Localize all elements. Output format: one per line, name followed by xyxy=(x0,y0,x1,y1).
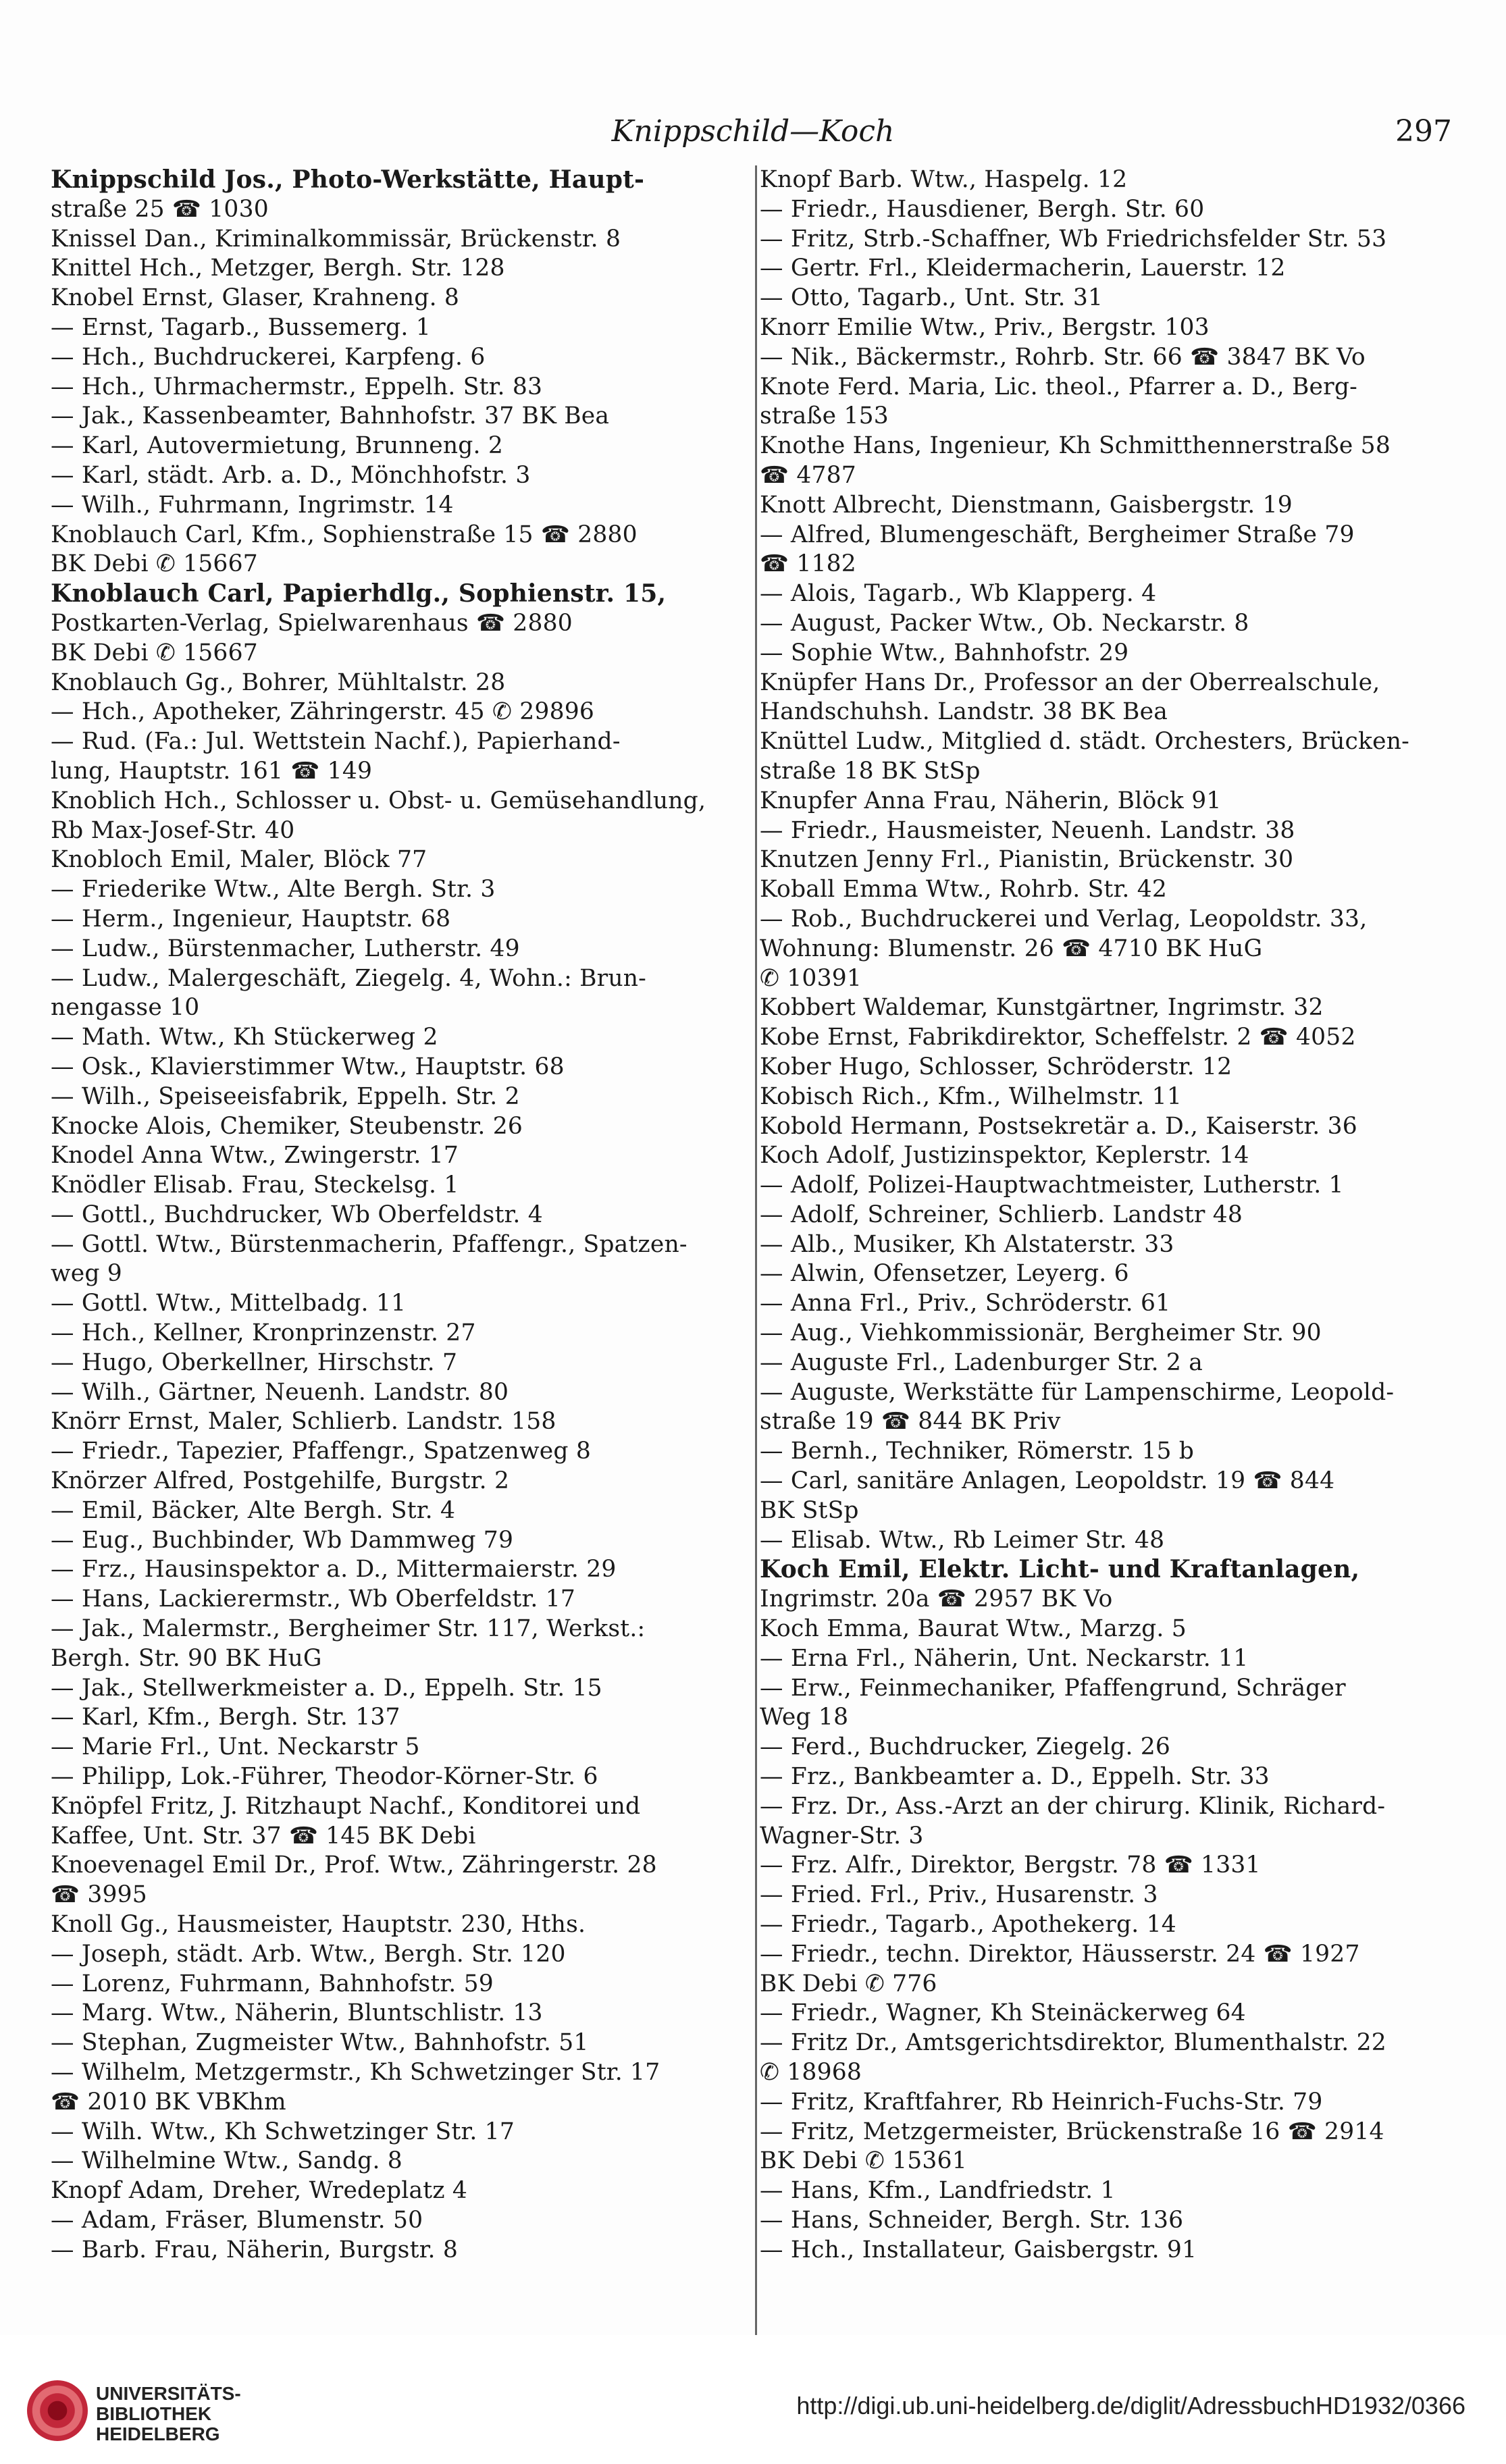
page-header xyxy=(54,108,1452,149)
directory-entry: — Fritz Dr., Amtsgerichtsdirektor, Blumenthalstr. 22 xyxy=(760,2029,1386,2057)
directory-entry: — Anna Frl., Priv., Schröderstr. 61 xyxy=(760,1290,1171,1317)
directory-entry: ✆ 18968 xyxy=(760,2059,862,2086)
directory-entry: — Gottl., Buchdrucker, Wb Oberfeldstr. 4 xyxy=(51,1201,543,1228)
directory-entry: — Friederike Wtw., Alte Bergh. Str. 3 xyxy=(51,876,496,903)
logo-line-3: HEIDELBERG xyxy=(96,2423,220,2444)
directory-entry: — Philipp, Lok.-Führer, Theodor-Körner-Str. 6 xyxy=(51,1763,598,1791)
directory-entry: — Barb. Frau, Näherin, Burgstr. 8 xyxy=(51,2236,459,2263)
directory-entry: ☎ 1182 xyxy=(760,550,856,578)
directory-entry: Knoll Gg., Hausmeister, Hauptstr. 230, Hths. xyxy=(51,1911,586,1939)
directory-entry: — Jak., Malermstr., Bergheimer Str. 117, Werkst.: xyxy=(51,1615,646,1643)
directory-entry: Kobbert Waldemar, Kunstgärtner, Ingrimstr. 32 xyxy=(760,994,1324,1022)
directory-entry: ☎ 2010 BK VBKhm xyxy=(51,2088,286,2116)
library-logo-text xyxy=(96,2384,241,2444)
directory-entry: — Rud. (Fa.: Jul. Wettstein Nachf.), Papierhand- xyxy=(51,728,621,756)
directory-entry: Knoblauch Carl, Papierhdlg., Sophienstr. 15, xyxy=(51,579,667,608)
directory-entry: — Erw., Feinmechaniker, Pfaffengrund, Schräger xyxy=(760,1674,1346,1702)
directory-entry: Kobold Hermann, Postsekretär a. D., Kaiserstr. 36 xyxy=(760,1112,1357,1140)
library-logo-icon xyxy=(27,2380,88,2441)
directory-entry: ✆ 10391 xyxy=(760,964,862,992)
directory-entry: — Auguste, Werkstätte für Lampenschirme, Leopold- xyxy=(760,1378,1395,1406)
directory-entry: Wohnung: Blumenstr. 26 ☎ 4710 BK HuG xyxy=(760,935,1263,962)
directory-entry: — August, Packer Wtw., Ob. Neckarstr. 8 xyxy=(760,609,1249,637)
directory-entry: — Friedr., Wagner, Kh Steinäckerweg 64 xyxy=(760,1999,1246,2027)
directory-entry: Knobel Ernst, Glaser, Krahneng. 8 xyxy=(51,284,460,312)
directory-entry: Knopf Adam, Dreher, Wredeplatz 4 xyxy=(51,2177,468,2205)
directory-entry: — Friedr., Tagarb., Apothekerg. 14 xyxy=(760,1911,1176,1939)
directory-entry: — Hugo, Oberkellner, Hirschstr. 7 xyxy=(51,1348,458,1376)
directory-entry: — Hch., Installateur, Gaisbergstr. 91 xyxy=(760,2236,1197,2263)
directory-entry: Knittel Hch., Metzger, Bergh. Str. 128 xyxy=(51,255,505,282)
directory-entry: — Friedr., Hausmeister, Neuenh. Landstr. 38 xyxy=(760,816,1295,844)
directory-entry: Knott Albrecht, Dienstmann, Gaisbergstr. 19 xyxy=(760,491,1293,519)
source-url[interactable]: http://digi.ub.uni-heidelberg.de/diglit/AdressbuchHD1932/0366 xyxy=(796,2392,1465,2419)
directory-entry: — Karl, städt. Arb. a. D., Mönchhofstr. 3 xyxy=(51,461,531,489)
directory-entry: — Wilh. Wtw., Kh Schwetzinger Str. 17 xyxy=(51,2118,515,2145)
directory-entry: — Wilh., Gärtner, Neuenh. Landstr. 80 xyxy=(51,1378,509,1406)
directory-entry: straße 153 xyxy=(760,402,889,430)
directory-entry: — Gertr. Frl., Kleidermacherin, Lauerstr. 12 xyxy=(760,255,1286,282)
directory-entry: Knoblauch Carl, Kfm., Sophienstraße 15 ☎ 2880 xyxy=(51,521,638,548)
directory-entry: — Hans, Kfm., Landfriedstr. 1 xyxy=(760,2177,1116,2205)
directory-entry: — Bernh., Techniker, Römerstr. 15 b xyxy=(760,1438,1195,1465)
directory-entry: — Alois, Tagarb., Wb Klapperg. 4 xyxy=(760,580,1157,608)
directory-entry: Knödler Elisab. Frau, Steckelsg. 1 xyxy=(51,1172,459,1199)
logo-line-2: BIBLIOTHEK xyxy=(96,2403,212,2424)
directory-entry: straße 19 ☎ 844 BK Priv xyxy=(760,1408,1061,1436)
directory-entry: — Alb., Musiker, Kh Alstaterstr. 33 xyxy=(760,1230,1174,1258)
directory-entry: — Marg. Wtw., Näherin, Bluntschlistr. 13 xyxy=(51,1999,543,2027)
directory-entry: — Alwin, Ofensetzer, Leyerg. 6 xyxy=(760,1260,1129,1288)
directory-entry: — Wilhelm, Metzgermstr., Kh Schwetzinger Str. 17 xyxy=(51,2059,660,2086)
directory-entry: Handschuhsh. Landstr. 38 BK Bea xyxy=(760,698,1168,726)
directory-entry: — Friedr., Tapezier, Pfaffengr., Spatzenweg 8 xyxy=(51,1438,592,1465)
directory-entry: Knippschild Jos., Photo-Werkstätte, Haupt- xyxy=(51,165,645,194)
directory-entry: Kobisch Rich., Kfm., Wilhelmstr. 11 xyxy=(760,1082,1182,1110)
directory-entry: — Friedr., Hausdiener, Bergh. Str. 60 xyxy=(760,195,1205,223)
directory-entry: — Erna Frl., Näherin, Unt. Neckarstr. 11 xyxy=(760,1644,1249,1672)
directory-entry: — Frz. Alfr., Direktor, Bergstr. 78 ☎ 1331 xyxy=(760,1852,1261,1879)
left-column xyxy=(51,165,746,2336)
logo-line-1: UNIVERSITÄTS- xyxy=(96,2383,241,2404)
directory-entry: — Karl, Kfm., Bergh. Str. 137 xyxy=(51,1704,400,1731)
directory-entry: — Hch., Apotheker, Zähringerstr. 45 ✆ 29896 xyxy=(51,698,595,726)
directory-entry: — Friedr., techn. Direktor, Häusserstr. 24 ☎ 1927 xyxy=(760,1940,1360,1968)
directory-entry: — Fried. Frl., Priv., Husarenstr. 3 xyxy=(760,1881,1158,1909)
directory-entry: Koch Adolf, Justizinspektor, Keplerstr. 14 xyxy=(760,1142,1249,1170)
directory-entry: — Hans, Schneider, Bergh. Str. 136 xyxy=(760,2206,1184,2234)
directory-entry: — Fritz, Metzgermeister, Brückenstraße 16 ☎ 2914 xyxy=(760,2118,1384,2145)
directory-entry: Knutzen Jenny Frl., Pianistin, Brückenstr. 30 xyxy=(760,846,1294,874)
directory-entry: — Hch., Uhrmachermstr., Eppelh. Str. 83 xyxy=(51,373,543,400)
directory-entry: — Emil, Bäcker, Alte Bergh. Str. 4 xyxy=(51,1496,456,1524)
directory-entry: Rb Max-Josef-Str. 40 xyxy=(51,816,295,844)
directory-entry: Knote Ferd. Maria, Lic. theol., Pfarrer a. D., Berg- xyxy=(760,373,1357,400)
directory-entry: straße 25 ☎ 1030 xyxy=(51,195,269,223)
directory-entry: — Fritz, Kraftfahrer, Rb Heinrich-Fuchs-Str. 79 xyxy=(760,2088,1323,2116)
directory-entry: — Jak., Kassenbeamter, Bahnhofstr. 37 BK Bea xyxy=(51,402,610,430)
directory-entry: ☎ 3995 xyxy=(51,1881,147,1909)
directory-entry: BK Debi ✆ 15667 xyxy=(51,639,258,666)
directory-entry: — Jak., Stellwerkmeister a. D., Eppelh. Str. 15 xyxy=(51,1674,602,1702)
directory-entry: Knöpfel Fritz, J. Ritzhaupt Nachf., Konditorei und xyxy=(51,1792,641,1820)
directory-entry: Knobloch Emil, Maler, Blöck 77 xyxy=(51,846,427,874)
directory-entry: — Ludw., Bürstenmacher, Lutherstr. 49 xyxy=(51,935,520,962)
directory-entry: Knoevenagel Emil Dr., Prof. Wtw., Zähringerstr. 28 xyxy=(51,1852,657,1879)
directory-entry: — Adam, Fräser, Blumenstr. 50 xyxy=(51,2206,423,2234)
directory-entry: — Alfred, Blumengeschäft, Bergheimer Straße 79 xyxy=(760,521,1355,548)
directory-entry: — Hch., Buchdruckerei, Karpfeng. 6 xyxy=(51,343,486,371)
directory-entry: Knissel Dan., Kriminalkommissär, Brückenstr. 8 xyxy=(51,225,621,253)
running-title: Knippschild—Koch xyxy=(611,114,895,149)
directory-entry: — Auguste Frl., Ladenburger Str. 2 a xyxy=(760,1348,1203,1376)
directory-entry: — Sophie Wtw., Bahnhofstr. 29 xyxy=(760,639,1129,666)
directory-entry: Bergh. Str. 90 BK HuG xyxy=(51,1644,322,1672)
directory-entry: — Stephan, Zugmeister Wtw., Bahnhofstr. 51 xyxy=(51,2029,589,2057)
directory-entry: Knüttel Ludw., Mitglied d. städt. Orchesters, Brücken- xyxy=(760,728,1410,756)
directory-entry: Knothe Hans, Ingenieur, Kh Schmitthennerstraße 58 xyxy=(760,432,1391,460)
directory-entry: — Hans, Lackierermstr., Wb Oberfeldstr. 17 xyxy=(51,1585,576,1613)
directory-entry: — Adolf, Schreiner, Schlierb. Landstr 48 xyxy=(760,1201,1243,1228)
directory-entry: — Wilh., Fuhrmann, Ingrimstr. 14 xyxy=(51,491,454,519)
directory-entry: Knopf Barb. Wtw., Haspelg. 12 xyxy=(760,166,1128,193)
directory-entry: Knorr Emilie Wtw., Priv., Bergstr. 103 xyxy=(760,313,1210,341)
directory-entry: Knoblauch Gg., Bohrer, Mühltalstr. 28 xyxy=(51,669,506,696)
directory-entry: Wagner-Str. 3 xyxy=(760,1822,924,1850)
directory-entry: — Gottl. Wtw., Mittelbadg. 11 xyxy=(51,1290,407,1317)
directory-entry: Koch Emma, Baurat Wtw., Marzg. 5 xyxy=(760,1615,1187,1643)
directory-entry: — Wilh., Speiseeisfabrik, Eppelh. Str. 2 xyxy=(51,1082,520,1110)
directory-entry: — Ludw., Malergeschäft, Ziegelg. 4, Wohn.: Brun- xyxy=(51,964,647,992)
right-column xyxy=(760,165,1455,2336)
directory-entry: Knoblich Hch., Schlosser u. Obst- u. Gemüsehandlung, xyxy=(51,787,706,814)
directory-entry: — Lorenz, Fuhrmann, Bahnhofstr. 59 xyxy=(51,1970,494,1997)
directory-entry: — Frz. Dr., Ass.-Arzt an der chirurg. Klinik, Richard- xyxy=(760,1792,1386,1820)
directory-entry: Koch Emil, Elektr. Licht- und Kraftanlagen, xyxy=(760,1555,1360,1584)
directory-entry: BK Debi ✆ 15361 xyxy=(760,2147,967,2175)
columns xyxy=(51,165,1455,2336)
directory-entry: — Karl, Autovermietung, Brunneng. 2 xyxy=(51,432,504,460)
directory-entry: lung, Hauptstr. 161 ☎ 149 xyxy=(51,757,373,785)
directory-entry: — Nik., Bäckermstr., Rohrb. Str. 66 ☎ 3847 BK Vo xyxy=(760,343,1366,371)
directory-entry: weg 9 xyxy=(51,1260,122,1288)
directory-entry: — Marie Frl., Unt. Neckarstr 5 xyxy=(51,1733,420,1761)
directory-entry: Weg 18 xyxy=(760,1704,849,1731)
directory-entry: BK Debi ✆ 776 xyxy=(760,1970,937,1997)
directory-entry: — Aug., Viehkommissionär, Bergheimer Str. 90 xyxy=(760,1319,1322,1347)
directory-entry: — Hch., Kellner, Kronprinzenstr. 27 xyxy=(51,1319,476,1347)
directory-entry: Knodel Anna Wtw., Zwingerstr. 17 xyxy=(51,1142,459,1170)
directory-entry: Kaffee, Unt. Str. 37 ☎ 145 BK Debi xyxy=(51,1822,476,1850)
directory-entry: — Ernst, Tagarb., Bussemerg. 1 xyxy=(51,313,431,341)
directory-entry: — Eug., Buchbinder, Wb Dammweg 79 xyxy=(51,1526,514,1554)
directory-entry: Knörzer Alfred, Postgehilfe, Burgstr. 2 xyxy=(51,1467,510,1495)
directory-entry: ☎ 4787 xyxy=(760,461,856,489)
directory-entry: — Ferd., Buchdrucker, Ziegelg. 26 xyxy=(760,1733,1171,1761)
directory-entry: Ingrimstr. 20a ☎ 2957 BK Vo xyxy=(760,1585,1113,1613)
directory-entry: — Frz., Bankbeamter a. D., Eppelh. Str. 33 xyxy=(760,1763,1270,1791)
directory-entry: — Frz., Hausinspektor a. D., Mittermaierstr. 29 xyxy=(51,1556,617,1583)
directory-entry: — Adolf, Polizei-Hauptwachtmeister, Lutherstr. 1 xyxy=(760,1172,1344,1199)
directory-entry: Knörr Ernst, Maler, Schlierb. Landstr. 158 xyxy=(51,1408,556,1436)
directory-entry: Knüpfer Hans Dr., Professor an der Oberrealschule, xyxy=(760,669,1380,696)
directory-entry: Postkarten-Verlag, Spielwarenhaus ☎ 2880 xyxy=(51,609,573,637)
directory-entry: — Joseph, städt. Arb. Wtw., Bergh. Str. 120 xyxy=(51,1940,566,1968)
page-number: 297 xyxy=(1395,114,1452,149)
directory-entry: Knocke Alois, Chemiker, Steubenstr. 26 xyxy=(51,1112,523,1140)
directory-entry: Kober Hugo, Schlosser, Schröderstr. 12 xyxy=(760,1053,1232,1080)
directory-entry: — Otto, Tagarb., Unt. Str. 31 xyxy=(760,284,1103,312)
directory-entry: BK Debi ✆ 15667 xyxy=(51,550,258,578)
directory-entry: Kobe Ernst, Fabrikdirektor, Scheffelstr. 2 ☎ 4052 xyxy=(760,1024,1356,1051)
directory-entry: Knupfer Anna Frau, Näherin, Blöck 91 xyxy=(760,787,1222,814)
directory-entry: Koball Emma Wtw., Rohrb. Str. 42 xyxy=(760,876,1168,903)
directory-entry: — Math. Wtw., Kh Stückerweg 2 xyxy=(51,1024,438,1051)
directory-entry: straße 18 BK StSp xyxy=(760,757,981,785)
directory-entry: — Herm., Ingenieur, Hauptstr. 68 xyxy=(51,905,451,933)
directory-entry: — Gottl. Wtw., Bürstenmacherin, Pfaffengr., Spatzen- xyxy=(51,1230,687,1258)
directory-entry: — Rob., Buchdruckerei und Verlag, Leopoldstr. 33, xyxy=(760,905,1368,933)
directory-entry: — Osk., Klavierstimmer Wtw., Hauptstr. 68 xyxy=(51,1053,565,1080)
directory-entry: — Elisab. Wtw., Rb Leimer Str. 48 xyxy=(760,1526,1165,1554)
directory-entry: — Fritz, Strb.-Schaffner, Wb Friedrichsfelder Str. 53 xyxy=(760,225,1387,253)
directory-entry: nengasse 10 xyxy=(51,994,200,1022)
directory-entry: BK StSp xyxy=(760,1496,859,1524)
directory-entry: — Wilhelmine Wtw., Sandg. 8 xyxy=(51,2147,403,2175)
directory-entry: — Carl, sanitäre Anlagen, Leopoldstr. 19 ☎ 844 xyxy=(760,1467,1335,1495)
